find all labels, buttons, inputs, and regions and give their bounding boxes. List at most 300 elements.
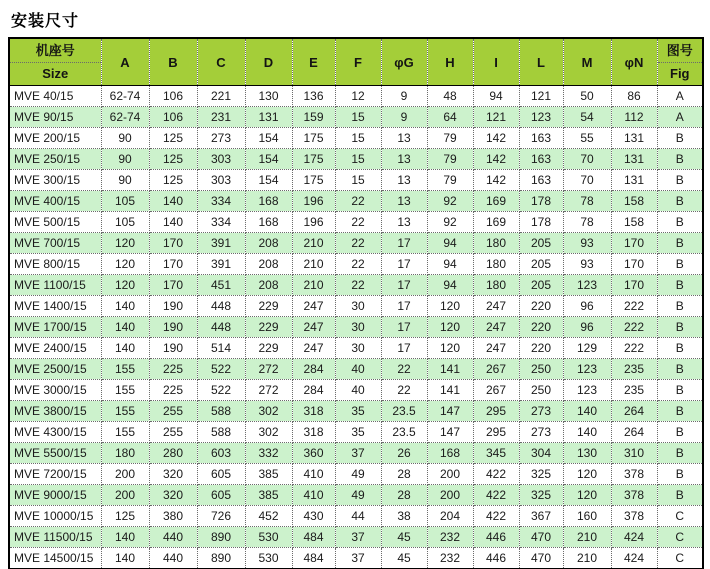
dimension-cell: 247 [473, 296, 519, 317]
size-cell: MVE 40/15 [9, 86, 101, 107]
dimension-cell: 446 [473, 527, 519, 548]
dimension-cell: 22 [335, 212, 381, 233]
dimension-cell: 120 [427, 296, 473, 317]
dimension-cell: 125 [101, 506, 149, 527]
column-header-phi-n: φN [611, 38, 657, 86]
dimension-cell: 484 [292, 527, 335, 548]
table-row [9, 86, 703, 107]
dimension-cell: 247 [292, 296, 335, 317]
fig-cell: B [657, 233, 703, 254]
size-cell: MVE 1400/15 [9, 296, 101, 317]
dimension-cell: 422 [473, 506, 519, 527]
dimension-cell: 154 [245, 170, 292, 191]
column-header-fig-cn: 图号 [658, 40, 703, 63]
dimension-cell: 180 [473, 275, 519, 296]
dimension-cell: 272 [245, 359, 292, 380]
dimension-cell: 38 [381, 506, 427, 527]
dimension-cell: 208 [245, 275, 292, 296]
dimension-cell: 160 [563, 506, 611, 527]
size-cell: MVE 500/15 [9, 212, 101, 233]
dimension-cell: 120 [101, 254, 149, 275]
dimension-cell: 163 [519, 128, 563, 149]
dimension-cell: 94 [473, 86, 519, 107]
dimension-cell: 603 [197, 443, 245, 464]
dimension-cell: 40 [335, 380, 381, 401]
dimension-cell: 225 [149, 380, 197, 401]
dimension-cell: 94 [427, 275, 473, 296]
dimension-cell: 325 [519, 464, 563, 485]
size-cell: MVE 1700/15 [9, 317, 101, 338]
size-cell: MVE 10000/15 [9, 506, 101, 527]
dimension-cell: 180 [473, 233, 519, 254]
dimension-cell: 159 [292, 107, 335, 128]
fig-cell: B [657, 464, 703, 485]
dimension-cell: 158 [611, 191, 657, 212]
column-header-phi-g: φG [381, 38, 427, 86]
table-row [9, 380, 703, 401]
dimension-cell: 155 [101, 359, 149, 380]
size-cell: MVE 4300/15 [9, 422, 101, 443]
dimension-cell: 196 [292, 212, 335, 233]
dimension-cell: 170 [611, 275, 657, 296]
dimension-cell: 264 [611, 422, 657, 443]
fig-cell: B [657, 254, 703, 275]
dimension-cell: 154 [245, 128, 292, 149]
dimension-cell: 140 [101, 296, 149, 317]
dimension-cell: 62-74 [101, 86, 149, 107]
dimension-cell: 229 [245, 317, 292, 338]
dimension-cell: 50 [563, 86, 611, 107]
fig-cell: C [657, 527, 703, 548]
dimension-cell: 220 [519, 338, 563, 359]
dimension-cell: 430 [292, 506, 335, 527]
table-row [9, 296, 703, 317]
dimension-cell: 232 [427, 527, 473, 548]
dimension-cell: 422 [473, 485, 519, 506]
dimension-cell: 320 [149, 464, 197, 485]
dimension-cell: 378 [611, 506, 657, 527]
fig-cell: B [657, 380, 703, 401]
fig-cell: B [657, 275, 703, 296]
size-cell: MVE 3800/15 [9, 401, 101, 422]
table-row [9, 401, 703, 422]
dimension-cell: 588 [197, 401, 245, 422]
fig-cell: C [657, 548, 703, 569]
dimension-cell: 378 [611, 485, 657, 506]
dimension-cell: 121 [473, 107, 519, 128]
dimension-cell: 141 [427, 380, 473, 401]
fig-cell: B [657, 170, 703, 191]
dimension-cell: 448 [197, 296, 245, 317]
dimension-cell: 175 [292, 149, 335, 170]
dimension-cell: 106 [149, 107, 197, 128]
dimension-cell: 28 [381, 464, 427, 485]
dimension-cell: 200 [101, 464, 149, 485]
dimension-cell: 267 [473, 359, 519, 380]
fig-cell: B [657, 128, 703, 149]
dimension-cell: 92 [427, 212, 473, 233]
size-cell: MVE 2400/15 [9, 338, 101, 359]
dimension-cell: 78 [563, 212, 611, 233]
dimension-cell: 385 [245, 485, 292, 506]
column-header-fig [657, 38, 703, 86]
fig-cell: B [657, 443, 703, 464]
dimension-cell: 605 [197, 464, 245, 485]
dimension-cell: 205 [519, 233, 563, 254]
dimension-cell: 30 [335, 317, 381, 338]
dimension-cell: 105 [101, 191, 149, 212]
fig-cell: B [657, 485, 703, 506]
dimension-cell: 378 [611, 464, 657, 485]
dimension-cell: 155 [101, 401, 149, 422]
dimension-cell: 70 [563, 149, 611, 170]
dimension-cell: 17 [381, 275, 427, 296]
table-row [9, 170, 703, 191]
dimension-cell: 170 [149, 275, 197, 296]
size-cell: MVE 5500/15 [9, 443, 101, 464]
dimension-cell: 175 [292, 170, 335, 191]
fig-cell: C [657, 506, 703, 527]
dimension-cell: 120 [427, 338, 473, 359]
dimension-cell: 17 [381, 296, 427, 317]
dimension-cell: 17 [381, 338, 427, 359]
table-row [9, 443, 703, 464]
dimension-cell: 22 [381, 380, 427, 401]
dimension-cell: 190 [149, 296, 197, 317]
column-header-size [9, 38, 101, 86]
dimension-cell: 13 [381, 170, 427, 191]
table-row [9, 485, 703, 506]
dimension-cell: 284 [292, 380, 335, 401]
dimension-cell: 13 [381, 149, 427, 170]
dimension-cell: 446 [473, 548, 519, 569]
table-row [9, 233, 703, 254]
dimension-cell: 120 [563, 485, 611, 506]
dimension-cell: 96 [563, 296, 611, 317]
dimension-cell: 424 [611, 548, 657, 569]
dimension-cell: 30 [335, 296, 381, 317]
dimension-cell: 26 [381, 443, 427, 464]
dimension-cell: 302 [245, 401, 292, 422]
dimension-cell: 267 [473, 380, 519, 401]
dimension-cell: 380 [149, 506, 197, 527]
dimension-cell: 142 [473, 170, 519, 191]
size-cell: MVE 250/15 [9, 149, 101, 170]
table-row [9, 464, 703, 485]
dimension-cell: 229 [245, 338, 292, 359]
dimension-cell: 123 [563, 359, 611, 380]
dimension-cell: 210 [292, 275, 335, 296]
dimension-cell: 391 [197, 233, 245, 254]
dimension-cell: 514 [197, 338, 245, 359]
dimension-cell: 131 [245, 107, 292, 128]
dimension-cell: 125 [149, 128, 197, 149]
dimension-cell: 178 [519, 212, 563, 233]
dimension-cell: 302 [245, 422, 292, 443]
dimension-cell: 204 [427, 506, 473, 527]
size-cell: MVE 400/15 [9, 191, 101, 212]
dimension-cell: 131 [611, 170, 657, 191]
dimension-cell: 170 [611, 254, 657, 275]
dimension-cell: 129 [563, 338, 611, 359]
dimension-cell: 37 [335, 527, 381, 548]
column-header-i: I [473, 38, 519, 86]
dimension-cell: 190 [149, 338, 197, 359]
dimension-cell: 190 [149, 317, 197, 338]
dimension-cell: 17 [381, 254, 427, 275]
dimension-cell: 62-74 [101, 107, 149, 128]
fig-cell: B [657, 296, 703, 317]
dimension-cell: 295 [473, 401, 519, 422]
dimension-cell: 22 [335, 233, 381, 254]
dimension-cell: 79 [427, 128, 473, 149]
dimension-cell: 22 [335, 254, 381, 275]
dimension-cell: 22 [381, 359, 427, 380]
dimension-cell: 79 [427, 149, 473, 170]
dimension-cell: 232 [427, 548, 473, 569]
dimension-cell: 304 [519, 443, 563, 464]
dimension-cell: 210 [563, 548, 611, 569]
dimension-cell: 94 [427, 254, 473, 275]
dimension-cell: 310 [611, 443, 657, 464]
dimension-cell: 247 [473, 317, 519, 338]
dimension-cell: 255 [149, 422, 197, 443]
dimension-cell: 168 [245, 212, 292, 233]
column-header-f: F [335, 38, 381, 86]
dimension-cell: 142 [473, 128, 519, 149]
dimension-cell: 726 [197, 506, 245, 527]
dimension-cell: 229 [245, 296, 292, 317]
dimension-cell: 273 [519, 401, 563, 422]
dimension-cell: 452 [245, 506, 292, 527]
dimension-cell: 123 [519, 107, 563, 128]
dimension-cell: 147 [427, 422, 473, 443]
dimension-cell: 273 [519, 422, 563, 443]
table-row [9, 506, 703, 527]
size-cell: MVE 7200/15 [9, 464, 101, 485]
dimension-cell: 131 [611, 128, 657, 149]
dimension-cell: 158 [611, 212, 657, 233]
dimension-cell: 295 [473, 422, 519, 443]
dimension-cell: 180 [473, 254, 519, 275]
column-header-m: M [563, 38, 611, 86]
size-cell: MVE 9000/15 [9, 485, 101, 506]
dimension-cell: 90 [101, 149, 149, 170]
table-row [9, 548, 703, 569]
dimension-cell: 222 [611, 296, 657, 317]
dimension-cell: 530 [245, 527, 292, 548]
fig-cell: A [657, 86, 703, 107]
dimension-cell: 208 [245, 233, 292, 254]
dimension-cell: 196 [292, 191, 335, 212]
dimension-cell: 522 [197, 380, 245, 401]
dimension-cell: 334 [197, 191, 245, 212]
size-cell: MVE 3000/15 [9, 380, 101, 401]
dimension-cell: 28 [381, 485, 427, 506]
dimension-cell: 78 [563, 191, 611, 212]
dimension-cell: 303 [197, 149, 245, 170]
dimension-cell: 410 [292, 464, 335, 485]
dimension-cell: 140 [563, 422, 611, 443]
dimension-cell: 175 [292, 128, 335, 149]
dimension-cell: 140 [101, 548, 149, 569]
dimension-cell: 92 [427, 191, 473, 212]
dimension-cell: 284 [292, 359, 335, 380]
dimension-cell: 360 [292, 443, 335, 464]
dimension-cell: 163 [519, 149, 563, 170]
dimension-cell: 120 [563, 464, 611, 485]
size-cell: MVE 90/15 [9, 107, 101, 128]
dimension-cell: 48 [427, 86, 473, 107]
dimension-cell: 391 [197, 254, 245, 275]
installation-dimensions-table [8, 37, 704, 569]
dimension-cell: 112 [611, 107, 657, 128]
dimension-cell: 49 [335, 485, 381, 506]
size-cell: MVE 11500/15 [9, 527, 101, 548]
column-header-fig-en: Fig [670, 65, 690, 81]
dimension-cell: 205 [519, 275, 563, 296]
fig-cell: A [657, 107, 703, 128]
dimension-cell: 163 [519, 170, 563, 191]
column-header-size-cn: 机座号 [10, 40, 101, 63]
dimension-cell: 890 [197, 527, 245, 548]
dimension-cell: 120 [101, 233, 149, 254]
dimension-cell: 123 [563, 275, 611, 296]
dimension-cell: 35 [335, 401, 381, 422]
dimension-cell: 169 [473, 191, 519, 212]
dimension-cell: 210 [292, 233, 335, 254]
column-header-b: B [149, 38, 197, 86]
dimension-cell: 131 [611, 149, 657, 170]
dimension-cell: 120 [101, 275, 149, 296]
dimension-cell: 484 [292, 548, 335, 569]
dimension-cell: 15 [335, 128, 381, 149]
dimension-cell: 470 [519, 527, 563, 548]
dimension-cell: 235 [611, 359, 657, 380]
dimension-cell: 250 [519, 359, 563, 380]
dimension-cell: 141 [427, 359, 473, 380]
dimension-cell: 90 [101, 128, 149, 149]
table-row [9, 338, 703, 359]
dimension-cell: 303 [197, 170, 245, 191]
dimension-cell: 530 [245, 548, 292, 569]
dimension-cell: 93 [563, 254, 611, 275]
dimension-cell: 13 [381, 191, 427, 212]
dimension-cell: 325 [519, 485, 563, 506]
dimension-cell: 17 [381, 317, 427, 338]
dimension-cell: 247 [292, 317, 335, 338]
dimension-cell: 247 [292, 338, 335, 359]
table-row [9, 191, 703, 212]
fig-cell: B [657, 359, 703, 380]
dimension-cell: 130 [563, 443, 611, 464]
dimension-cell: 255 [149, 401, 197, 422]
dimension-cell: 220 [519, 296, 563, 317]
dimension-cell: 440 [149, 548, 197, 569]
dimension-cell: 410 [292, 485, 335, 506]
dimension-cell: 123 [563, 380, 611, 401]
fig-cell: B [657, 338, 703, 359]
dimension-cell: 9 [381, 86, 427, 107]
dimension-cell: 470 [519, 548, 563, 569]
dimension-cell: 169 [473, 212, 519, 233]
dimension-cell: 55 [563, 128, 611, 149]
dimension-cell: 200 [427, 485, 473, 506]
dimension-cell: 385 [245, 464, 292, 485]
dimension-cell: 448 [197, 317, 245, 338]
dimension-cell: 15 [335, 107, 381, 128]
table-row [9, 149, 703, 170]
column-header-d: D [245, 38, 292, 86]
dimension-cell: 136 [292, 86, 335, 107]
dimension-cell: 154 [245, 149, 292, 170]
table-row [9, 359, 703, 380]
table-header-row [9, 38, 703, 86]
dimension-cell: 121 [519, 86, 563, 107]
dimension-cell: 200 [101, 485, 149, 506]
dimension-cell: 105 [101, 212, 149, 233]
table-row [9, 317, 703, 338]
dimension-cell: 170 [149, 254, 197, 275]
dimension-cell: 367 [519, 506, 563, 527]
dimension-cell: 140 [149, 191, 197, 212]
dimension-cell: 125 [149, 149, 197, 170]
size-cell: MVE 300/15 [9, 170, 101, 191]
column-header-l: L [519, 38, 563, 86]
dimension-cell: 86 [611, 86, 657, 107]
page-title: 安装尺寸 [11, 13, 80, 30]
column-header-c: C [197, 38, 245, 86]
dimension-cell: 200 [427, 464, 473, 485]
dimension-cell: 273 [197, 128, 245, 149]
dimension-cell: 40 [335, 359, 381, 380]
dimension-cell: 222 [611, 338, 657, 359]
table-row [9, 422, 703, 443]
table-row [9, 275, 703, 296]
fig-cell: B [657, 317, 703, 338]
dimension-cell: 45 [381, 548, 427, 569]
dimension-cell: 155 [101, 380, 149, 401]
dimension-cell: 140 [101, 527, 149, 548]
dimension-cell: 178 [519, 191, 563, 212]
dimension-cell: 210 [292, 254, 335, 275]
size-cell: MVE 1100/15 [9, 275, 101, 296]
fig-cell: B [657, 191, 703, 212]
dimension-cell: 96 [563, 317, 611, 338]
dimension-cell: 222 [611, 317, 657, 338]
dimension-cell: 140 [101, 317, 149, 338]
dimension-cell: 272 [245, 380, 292, 401]
dimension-cell: 605 [197, 485, 245, 506]
dimension-cell: 890 [197, 548, 245, 569]
dimension-cell: 30 [335, 338, 381, 359]
dimension-cell: 44 [335, 506, 381, 527]
fig-cell: B [657, 212, 703, 233]
dimension-cell: 125 [149, 170, 197, 191]
size-cell: MVE 800/15 [9, 254, 101, 275]
dimension-cell: 210 [563, 527, 611, 548]
dimension-cell: 155 [101, 422, 149, 443]
dimension-cell: 37 [335, 548, 381, 569]
dimension-cell: 318 [292, 422, 335, 443]
dimension-cell: 264 [611, 401, 657, 422]
table-row [9, 527, 703, 548]
dimension-cell: 54 [563, 107, 611, 128]
dimension-cell: 247 [473, 338, 519, 359]
dimension-cell: 106 [149, 86, 197, 107]
dimension-cell: 17 [381, 233, 427, 254]
dimension-cell: 168 [427, 443, 473, 464]
